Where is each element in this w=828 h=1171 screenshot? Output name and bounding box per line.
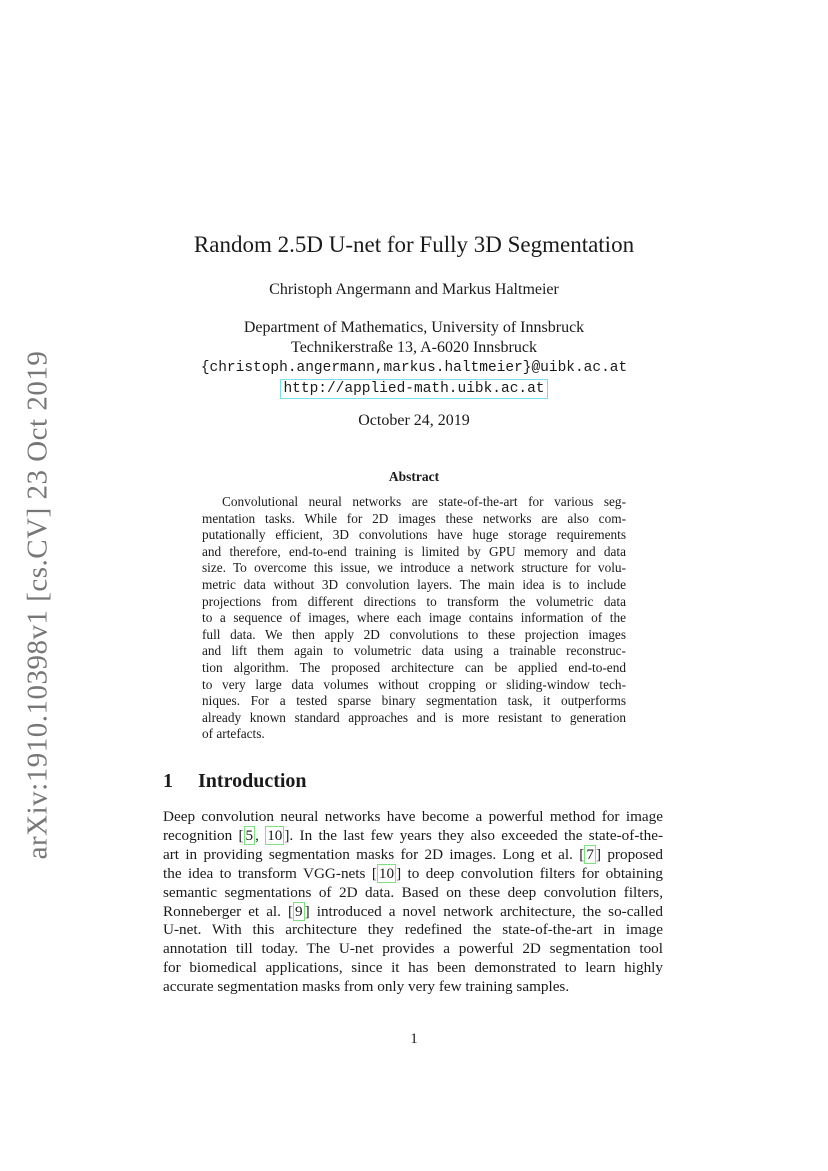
abstract-line: of artefacts. bbox=[202, 726, 265, 742]
abstract-line: tion algorithm. The proposed architecture can be applied end-to-end bbox=[202, 659, 626, 675]
abstract-line: and lift them again to volumetric data using a trainable reconstruc- bbox=[202, 643, 626, 659]
citation-link-5[interactable]: 5 bbox=[245, 826, 254, 844]
paper-date: October 24, 2019 bbox=[358, 412, 470, 429]
abstract-line: full data. We then apply 2D convolutions to these projection images bbox=[202, 626, 626, 642]
citation-link-10[interactable]: 10 bbox=[267, 826, 283, 844]
abstract-line: metric data without 3D convolution layers. The main idea is to include bbox=[202, 576, 626, 592]
section-title: Introduction bbox=[198, 770, 307, 792]
affiliation-address: Technikerstraße 13, A-6020 Innsbruck bbox=[291, 339, 537, 356]
paragraph-line: U-net. With this architecture they redefined the state-of-the-art in image bbox=[163, 921, 663, 939]
abstract-line: and therefore, end-to-end training is limited by GPU memory and data bbox=[202, 543, 626, 559]
author-emails[interactable]: {christoph.angermann,markus.haltmeier}@uibk.ac.at bbox=[200, 360, 628, 376]
introduction-paragraph bbox=[163, 808, 663, 997]
abstract-line: putationally efficient, 3D convolutions have huge storage requirements bbox=[202, 527, 626, 543]
paragraph-line: the idea to transform VGG-nets [ 10 ] to deep convolution filters for obtaining bbox=[163, 864, 664, 882]
abstract-line: mentation tasks. While for 2D images these networks are also com- bbox=[202, 510, 626, 526]
citation-link-7[interactable]: 7 bbox=[586, 845, 594, 863]
paragraph-line: art in providing segmentation masks for 2D images. Long et al. [ 7 ] proposed bbox=[163, 845, 664, 863]
section-heading-introduction bbox=[163, 768, 307, 794]
institute-url-link[interactable]: http://applied-math.uibk.ac.at bbox=[280, 379, 547, 399]
abstract-line: size. To overcome this issue, we introduce a network structure for volu- bbox=[202, 560, 626, 576]
citation-link-10[interactable]: 10 bbox=[378, 864, 395, 882]
abstract-text bbox=[202, 494, 626, 743]
abstract-line: niques. For a tested sparse binary segmentation task, it outperforms bbox=[202, 693, 626, 709]
abstract-line: already known standard approaches and is more resistant to generation bbox=[202, 709, 626, 725]
paragraph-line: Deep convolution neural networks have become a powerful method for image bbox=[163, 808, 663, 825]
abstract-line: to very large data volumes without cropping or sliding-window tech- bbox=[202, 676, 626, 692]
paragraph-line: for biomedical applications, since it has been demonstrated to learn highly bbox=[163, 959, 663, 977]
paragraph-line: semantic segmentations of 2D data. Based on these deep convolution filters, bbox=[163, 883, 663, 901]
affiliation-block bbox=[0, 318, 828, 399]
paragraph-line: recognition [ 5 , 10 ]. In the last few years they also exceeded the state-of-the- bbox=[163, 826, 663, 844]
affiliation-department: Department of Mathematics, University of Innsbruck bbox=[243, 319, 585, 336]
paragraph-line: Ronneberger et al. [ 9 ] introduced a novel network architecture, the so-called bbox=[163, 902, 663, 920]
arxiv-identifier-stamp: arXiv:1910.10398v1 [cs.CV] 23 Oct 2019 bbox=[21, 350, 54, 860]
abstract-heading: Abstract bbox=[388, 469, 440, 484]
abstract-line: projections from different directions to transform the volumetric data bbox=[202, 593, 626, 609]
paper-authors: Christoph Angermann and Markus Haltmeier bbox=[269, 281, 559, 298]
section-number: 1 bbox=[163, 770, 173, 792]
citation-link-9[interactable]: 9 bbox=[295, 902, 303, 920]
paragraph-line: annotation till today. The U-net provides a powerful 2D segmentation tool bbox=[163, 940, 663, 958]
page-number: 1 bbox=[410, 1031, 418, 1047]
paragraph-line: accurate segmentation masks from only very few training samples. bbox=[163, 978, 570, 996]
abstract-line: to a sequence of images, where each image contains information of the bbox=[202, 610, 626, 626]
abstract-line: Convolutional neural networks are state-of-the-art for various seg- bbox=[222, 494, 626, 509]
paper-title: Random 2.5D U-net for Fully 3D Segmentation bbox=[193, 232, 635, 257]
